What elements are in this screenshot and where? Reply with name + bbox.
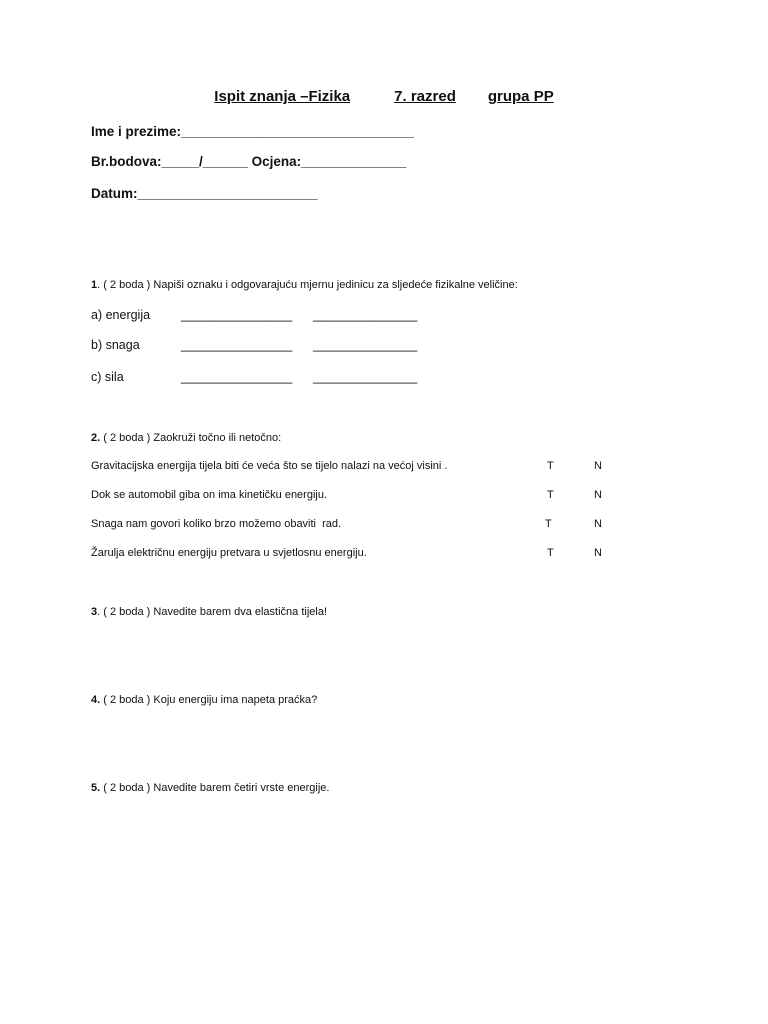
true-option[interactable]: T bbox=[545, 518, 552, 530]
symbol-blank: ________________ bbox=[181, 308, 293, 322]
statement-3: Snaga nam govori koliko brzo možemo obaviti rad. bbox=[91, 518, 342, 530]
unit-row-label: b) snaga bbox=[91, 338, 140, 352]
false-option[interactable]: N bbox=[594, 460, 602, 472]
unit-blank: _______________ bbox=[313, 370, 418, 384]
statement-2: Dok se automobil giba on ima kinetičku energiju. bbox=[91, 489, 328, 501]
unit-blank: _______________ bbox=[313, 308, 418, 322]
name-field: Ime i prezime:_______________________________ bbox=[91, 124, 414, 139]
true-option[interactable]: T bbox=[547, 489, 554, 501]
question-4-number: 4. bbox=[91, 694, 101, 706]
symbol-blank: ________________ bbox=[181, 338, 293, 352]
unit-blank: _______________ bbox=[313, 338, 418, 352]
page-title bbox=[0, 88, 768, 105]
title-subject: Ispit znanja –Fizika bbox=[214, 88, 351, 105]
title-grade: 7. razred bbox=[394, 88, 456, 105]
question-4 bbox=[91, 694, 317, 706]
question-1-text: . ( 2 boda ) Napiši oznaku i odgovarajuću mjernu jedinicu za sljedeće fizikalne veličine: bbox=[97, 279, 518, 291]
question-2 bbox=[91, 432, 281, 444]
statement-4: Žarulja električnu energiju pretvara u svjetlosnu energiju. bbox=[91, 547, 367, 559]
false-option[interactable]: N bbox=[594, 547, 602, 559]
question-5-text: ( 2 boda ) Navedite barem četiri vrste energije. bbox=[100, 782, 330, 794]
date-field: Datum:________________________ bbox=[91, 186, 318, 201]
symbol-blank: ________________ bbox=[181, 370, 293, 384]
true-option[interactable]: T bbox=[547, 547, 554, 559]
unit-row-label: c) sila bbox=[91, 370, 124, 384]
false-option[interactable]: N bbox=[594, 518, 602, 530]
question-5-number: 5. bbox=[91, 782, 101, 794]
statement-1: Gravitacijska energija tijela biti će veća što se tijelo nalazi na većoj visini . bbox=[91, 460, 448, 472]
true-option[interactable]: T bbox=[547, 460, 554, 472]
question-5 bbox=[91, 782, 329, 794]
points-grade-field: Br.bodova:_____/______ Ocjena:______________ bbox=[91, 154, 407, 169]
question-4-text: ( 2 boda ) Koju energiju ima napeta praćka? bbox=[100, 694, 318, 706]
question-2-text: ( 2 boda ) Zaokruži točno ili netočno: bbox=[100, 432, 282, 444]
question-3 bbox=[91, 606, 327, 618]
question-2-number: 2. bbox=[91, 432, 101, 444]
unit-row-label: a) energija bbox=[91, 308, 151, 322]
question-1 bbox=[91, 279, 518, 291]
title-group: grupa PP bbox=[487, 88, 554, 105]
question-3-text: . ( 2 boda ) Navedite barem dva elastična tijela! bbox=[97, 606, 328, 618]
false-option[interactable]: N bbox=[594, 489, 602, 501]
question-1-number: 1 bbox=[91, 279, 98, 291]
question-3-number: 3 bbox=[91, 606, 98, 618]
